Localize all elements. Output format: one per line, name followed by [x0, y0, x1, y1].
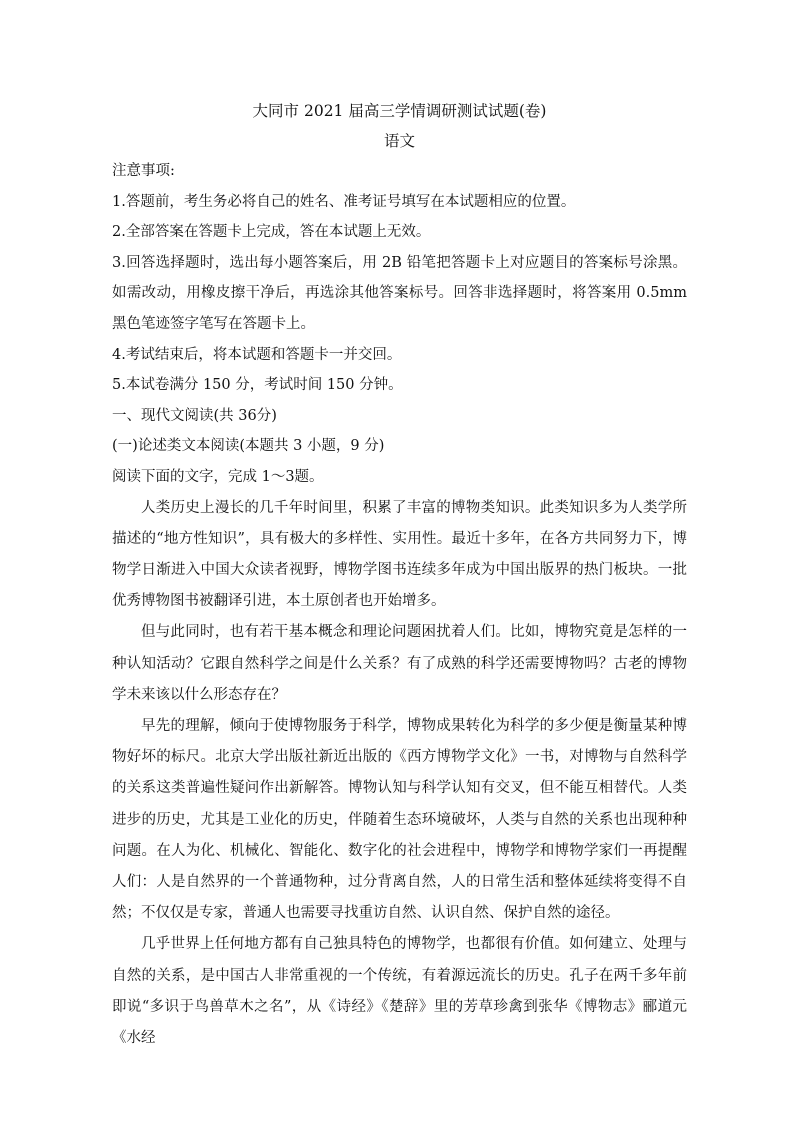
section-block [112, 401, 687, 493]
section-instruction: 阅读下面的文字，完成 1～3题。 [112, 468, 324, 485]
notice-item: 1.答题前，考生务必将自己的姓名、准考证号填写在本试题相应的位置。 [112, 193, 576, 210]
notice-heading: 注意事项: [112, 163, 175, 179]
notice-block [112, 156, 687, 401]
passage-paragraph: 但与此同时，也有若干基本概念和理论问题困扰着人们。比如，博物究竟是怎样的一种认知活动？它跟自然科学之间是什么关系？有了成熟的科学还需要博物吗？古老的博物学未来该以什么形态存在？ [112, 624, 687, 703]
section-heading: 一、现代文阅读(共 36分) [112, 407, 277, 424]
exam-title: 大同市 2021 届高三学情调研测试试题(卷) [252, 102, 547, 120]
exam-page [112, 96, 687, 1054]
notice-item: 4.考试结束后，将本试题和答题卡一并交回。 [112, 346, 402, 363]
notice-item: 2.全部答案在答题卡上完成，答在本试题上无效。 [112, 224, 431, 241]
passage-paragraph: 人类历史上漫长的几千年时间里，积累了丰富的博物类知识。此类知识多为人类学所描述的“地方性知识”，具有极大的多样性、实用性。最近十多年，在各方共同努力下，博物学日渐进入中国大众读者视野，博物学图书连续多年成为中国出版界的热门板块。一批优秀博物图书被翻译引进，本土原创者也开始增多。 [112, 499, 687, 610]
reading-passage [112, 493, 687, 1055]
notice-item: 5.本试卷满分 150 分，考试时间 150 分钟。 [112, 377, 403, 394]
passage-paragraph: 几乎世界上任何地方都有自己独具特色的博物学，也都很有价值。如何建立、处理与自然的关系，是中国古人非常重视的一个传统，有着源远流长的历史。孔子在两千多年前即说“多识于鸟兽草木之名”，从《诗经》《楚辞》里的芳草珍禽到张华《博物志》郦道元《水经 [112, 936, 687, 1046]
subject-title: 语文 [383, 132, 415, 150]
passage-paragraph: 早先的理解，倾向于使博物服务于科学，博物成果转化为科学的多少便是衡量某种博物好坏的标尺。北京大学出版社新近出版的《西方博物学文化》一书，对博物与自然科学的关系这类普遍性疑问作出新解答。博物认知与科学认知有交叉，但不能互相替代。人类进步的历史，尤其是工业化的历史，伴随着生态环境破坏，人类与自然的关系也出现种种问题。在人为化、机械化、智能化、数字化的社会进程中，博物学和博物学家们一再提醒人们：人是自然界的一个普通物种，过分背离自然，人的日常生活和整体延续将变得不自然；不仅仅是专家，普通人也需要寻找重访自然、认识自然、保护自然的途径。 [112, 717, 687, 922]
section-subheading: (一)论述类文本阅读(本题共 3 小题，9 分) [112, 438, 385, 455]
notice-item: 3.回答选择题时，选出每小题答案后，用 2B 铅笔把答题卡上对应题目的答案标号涂黑。如需改动，用橡皮擦干净后，再选涂其他答案标号。回答非选择题时，将答案用 0.5mm 黑色笔迹签字笔写在答题卡上。 [112, 254, 687, 332]
